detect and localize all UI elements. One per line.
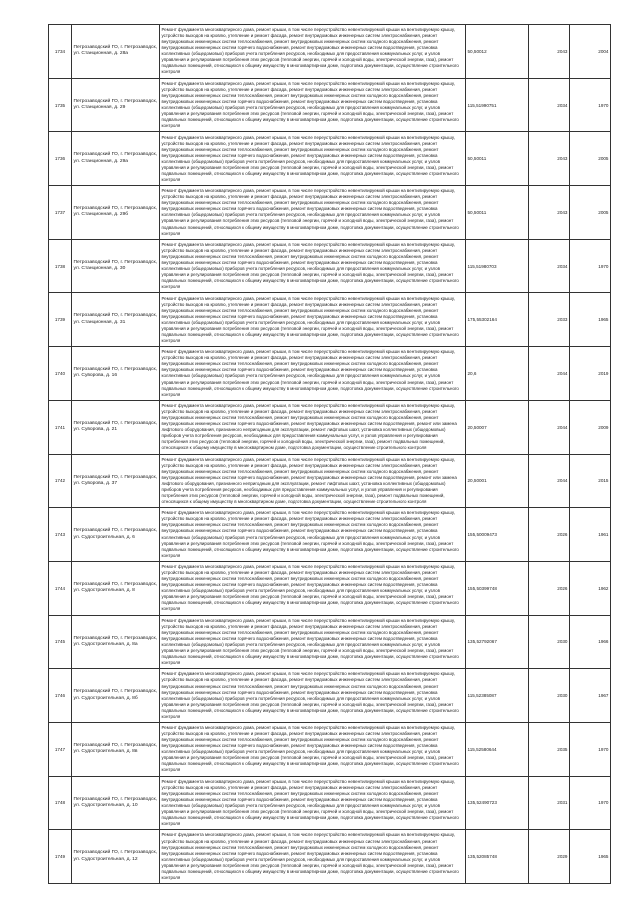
table-row	[49, 776, 611, 830]
repair-year: 2030	[529, 615, 570, 669]
repair-works-list: Ремонт фундамента многоквартирного дома, ремонт крыши, в том числе переустройство невентилируемой крыши на вентилируемую крышу, устройство выходов на кровлю, утепление и ремонт фасада, ремонт внутридомовых инженерных систем электроснабжения, ремонт внутридомовых инженерных систем теплоснабжения, ремонт внутридомовых инженерных систем холодного водоснабжения, ремонт внутридомовых инженерных систем горячего водоснабжения, ремонт внутридомовых инженерных систем водоотведения, установка коллективных (общедомовых) приборов учета потребления ресурсов, необходимых для предоставления коммунальных услуг, и узлов управления и регулирования потребления этих ресурсов (тепловой энергии, горячей и холодной воды, электрической энергии, газа), ремонт подвальных помещений, относящихся к общему имуществу в многоквартирном доме, подготовка документации, осуществление строительного контроля	[160, 186, 466, 240]
area-value: 155,50399748	[466, 561, 529, 615]
building-address: Петрозаводский ГО, г. Петрозаводск, ул. Станционная, д. 31	[72, 293, 160, 347]
row-number: 1735	[49, 78, 72, 132]
building-address: Петрозаводский ГО, г. Петрозаводск, ул. Судостроительная, д. 8а	[72, 615, 160, 669]
build-year: 1970	[570, 776, 611, 830]
building-address: Петрозаводский ГО, г. Петрозаводск, ул. Станционная, д. 29б	[72, 186, 160, 240]
repair-works-list: Ремонт фундамента многоквартирного дома, ремонт крыши, в том числе переустройство невентилируемой крыши на вентилируемую крышу, устройство выходов на кровлю, утепление и ремонт фасада, ремонт внутридомовых инженерных систем электроснабжения, ремонт внутридомовых инженерных систем теплоснабжения, ремонт внутридомовых инженерных систем холодного водоснабжения, ремонт внутридомовых инженерных систем горячего водоснабжения, ремонт внутридомовых инженерных систем водоотведения, установка коллективных (общедомовых) приборов учета потребления ресурсов, необходимых для предоставления коммунальных услуг, и узлов управления и регулирования потребления этих ресурсов (тепловой энергии, горячей и холодной воды, электрической энергии, газа), ремонт подвальных помещений, относящихся к общему имуществу в многоквартирном доме, подготовка документации, осуществление строительного контроля	[160, 669, 466, 723]
row-number: 1739	[49, 293, 72, 347]
area-value: 20,50007	[466, 400, 529, 454]
capital-repair-table	[48, 24, 611, 884]
build-year: 2005	[570, 186, 611, 240]
repair-works-list: Ремонт фундамента многоквартирного дома, ремонт крыши, в том числе переустройство невентилируемой крыши на вентилируемую крышу, устройство выходов на кровлю, утепление и ремонт фасада, ремонт внутридомовых инженерных систем электроснабжения, ремонт внутридомовых инженерных систем теплоснабжения, ремонт внутридомовых инженерных систем холодного водоснабжения, ремонт внутридомовых инженерных систем горячего водоснабжения, ремонт внутридомовых инженерных систем водоотведения, ремонт или замена лифтового оборудования, признанного непригодным для эксплуатации, ремонт лифтовых шахт, установка коллективных (общедомовых) приборов учета потребления ресурсов, необходимых для предоставления коммунальных услуг, и узлов управления и регулирования потребления этих ресурсов (тепловой энергии, горячей и холодной воды, электрической энергии, газа), ремонт подвальных помещений, относящихся к общему имуществу в многоквартирном доме, подготовка документации, осуществление строительного контроля	[160, 400, 466, 454]
row-number: 1747	[49, 722, 72, 776]
repair-year: 2033	[529, 293, 570, 347]
area-value: 135,52085748	[466, 830, 529, 884]
area-value: 115,51980703	[466, 239, 529, 293]
building-address: Петрозаводский ГО, г. Петрозаводск, ул. Судостроительная, д. 8в	[72, 722, 160, 776]
build-year: 2019	[570, 347, 611, 401]
table-row	[49, 669, 611, 723]
row-number: 1738	[49, 239, 72, 293]
building-address: Петрозаводский ГО, г. Петрозаводск, ул. Суворова, д. 21	[72, 400, 160, 454]
area-value: 135,52490723	[466, 776, 529, 830]
building-address: Петрозаводский ГО, г. Петрозаводск, ул. Судостроительная, д. 8б	[72, 669, 160, 723]
build-year: 1966	[570, 615, 611, 669]
table-row	[49, 722, 611, 776]
repair-year: 2029	[529, 830, 570, 884]
repair-year: 2044	[529, 454, 570, 508]
row-number: 1741	[49, 400, 72, 454]
table-row	[49, 78, 611, 132]
repair-year: 2030	[529, 669, 570, 723]
row-number: 1746	[49, 669, 72, 723]
repair-works-list: Ремонт фундамента многоквартирного дома, ремонт крыши, в том числе переустройство невентилируемой крыши на вентилируемую крышу, устройство выходов на кровлю, утепление и ремонт фасада, ремонт внутридомовых инженерных систем электроснабжения, ремонт внутридомовых инженерных систем теплоснабжения, ремонт внутридомовых инженерных систем холодного водоснабжения, ремонт внутридомовых инженерных систем горячего водоснабжения, ремонт внутридомовых инженерных систем водоотведения, установка коллективных (общедомовых) приборов учета потребления ресурсов, необходимых для предоставления коммунальных услуг, и узлов управления и регулирования потребления этих ресурсов (тепловой энергии, горячей и холодной воды, электрической энергии, газа), ремонт подвальных помещений, относящихся к общему имуществу в многоквартирном доме, подготовка документации, осуществление строительного контроля	[160, 347, 466, 401]
building-address: Петрозаводский ГО, г. Петрозаводск, ул. Судостроительная, д. 12	[72, 830, 160, 884]
table-row	[49, 293, 611, 347]
table-row	[49, 25, 611, 79]
repair-works-list: Ремонт фундамента многоквартирного дома, ремонт крыши, в том числе переустройство невентилируемой крыши на вентилируемую крышу, устройство выходов на кровлю, утепление и ремонт фасада, ремонт внутридомовых инженерных систем электроснабжения, ремонт внутридомовых инженерных систем теплоснабжения, ремонт внутридомовых инженерных систем холодного водоснабжения, ремонт внутридомовых инженерных систем горячего водоснабжения, ремонт внутридомовых инженерных систем водоотведения, установка коллективных (общедомовых) приборов учета потребления ресурсов, необходимых для предоставления коммунальных услуг, и узлов управления и регулирования потребления этих ресурсов (тепловой энергии, горячей и холодной воды, электрической энергии, газа), ремонт подвальных помещений, относящихся к общему имуществу в многоквартирном доме, подготовка документации, осуществление строительного контроля	[160, 78, 466, 132]
repair-year: 2043	[529, 25, 570, 79]
area-value: 20,50001	[466, 454, 529, 508]
repair-works-list: Ремонт фундамента многоквартирного дома, ремонт крыши, в том числе переустройство невентилируемой крыши на вентилируемую крышу, устройство выходов на кровлю, утепление и ремонт фасада, ремонт внутридомовых инженерных систем электроснабжения, ремонт внутридомовых инженерных систем теплоснабжения, ремонт внутридомовых инженерных систем холодного водоснабжения, ремонт внутридомовых инженерных систем горячего водоснабжения, ремонт внутридомовых инженерных систем водоотведения, установка коллективных (общедомовых) приборов учета потребления ресурсов, необходимых для предоставления коммунальных услуг, и узлов управления и регулирования потребления этих ресурсов (тепловой энергии, горячей и холодной воды, электрической энергии, газа), ремонт подвальных помещений, относящихся к общему имуществу в многоквартирном доме, подготовка документации, осуществление строительного контроля	[160, 239, 466, 293]
row-number: 1737	[49, 186, 72, 240]
building-address: Петрозаводский ГО, г. Петрозаводск, ул. Суворова, д. 37	[72, 454, 160, 508]
repair-year: 2034	[529, 78, 570, 132]
row-number: 1736	[49, 132, 72, 186]
table-row	[49, 454, 611, 508]
area-value: 115,52580644	[466, 722, 529, 776]
repair-year: 2026	[529, 561, 570, 615]
row-number: 1745	[49, 615, 72, 669]
building-address: Петрозаводский ГО, г. Петрозаводск, ул. Станционная, д. 29	[72, 78, 160, 132]
build-year: 2004	[570, 25, 611, 79]
repair-year: 2034	[529, 239, 570, 293]
table-row	[49, 615, 611, 669]
repair-year: 2044	[529, 347, 570, 401]
table-row	[49, 508, 611, 562]
table-row	[49, 186, 611, 240]
table-body	[49, 25, 611, 884]
repair-works-list: Ремонт фундамента многоквартирного дома, ремонт крыши, в том числе переустройство невентилируемой крыши на вентилируемую крышу, устройство выходов на кровлю, утепление и ремонт фасада, ремонт внутридомовых инженерных систем электроснабжения, ремонт внутридомовых инженерных систем теплоснабжения, ремонт внутридомовых инженерных систем холодного водоснабжения, ремонт внутридомовых инженерных систем горячего водоснабжения, ремонт внутридомовых инженерных систем водоотведения, установка коллективных (общедомовых) приборов учета потребления ресурсов, необходимых для предоставления коммунальных услуг, и узлов управления и регулирования потребления этих ресурсов (тепловой энергии, горячей и холодной воды, электрической энергии, газа), ремонт подвальных помещений, относящихся к общему имуществу в многоквартирном доме, подготовка документации, осуществление строительного контроля	[160, 293, 466, 347]
area-value: 20,6	[466, 347, 529, 401]
row-number: 1748	[49, 776, 72, 830]
build-year: 1967	[570, 669, 611, 723]
repair-works-list: Ремонт фундамента многоквартирного дома, ремонт крыши, в том числе переустройство невентилируемой крыши на вентилируемую крышу, устройство выходов на кровлю, утепление и ремонт фасада, ремонт внутридомовых инженерных систем электроснабжения, ремонт внутридомовых инженерных систем теплоснабжения, ремонт внутридомовых инженерных систем холодного водоснабжения, ремонт внутридомовых инженерных систем горячего водоснабжения, ремонт внутридомовых инженерных систем водоотведения, ремонт или замена лифтового оборудования, признанного непригодным для эксплуатации, ремонт лифтовых шахт, установка коллективных (общедомовых) приборов учета потребления ресурсов, необходимых для предоставления коммунальных услуг, и узлов управления и регулирования потребления этих ресурсов (тепловой энергии, горячей и холодной воды, электрической энергии, газа), ремонт подвальных помещений, относящихся к общему имуществу в многоквартирном доме, подготовка документации, осуществление строительного контроля	[160, 454, 466, 508]
repair-works-list: Ремонт фундамента многоквартирного дома, ремонт крыши, в том числе переустройство невентилируемой крыши на вентилируемую крышу, устройство выходов на кровлю, утепление и ремонт фасада, ремонт внутридомовых инженерных систем электроснабжения, ремонт внутридомовых инженерных систем теплоснабжения, ремонт внутридомовых инженерных систем холодного водоснабжения, ремонт внутридомовых инженерных систем горячего водоснабжения, ремонт внутридомовых инженерных систем водоотведения, установка коллективных (общедомовых) приборов учета потребления ресурсов, необходимых для предоставления коммунальных услуг, и узлов управления и регулирования потребления этих ресурсов (тепловой энергии, горячей и холодной воды, электрической энергии, газа), ремонт подвальных помещений, относящихся к общему имуществу в многоквартирном доме, подготовка документации, осуществление строительного контроля	[160, 508, 466, 562]
table-row	[49, 132, 611, 186]
building-address: Петрозаводский ГО, г. Петрозаводск, ул. Станционная, д. 28а	[72, 25, 160, 79]
repair-year: 2044	[529, 400, 570, 454]
repair-works-list: Ремонт фундамента многоквартирного дома, ремонт крыши, в том числе переустройство невентилируемой крыши на вентилируемую крышу, устройство выходов на кровлю, утепление и ремонт фасада, ремонт внутридомовых инженерных систем электроснабжения, ремонт внутридомовых инженерных систем теплоснабжения, ремонт внутридомовых инженерных систем холодного водоснабжения, ремонт внутридомовых инженерных систем горячего водоснабжения, ремонт внутридомовых инженерных систем водоотведения, установка коллективных (общедомовых) приборов учета потребления ресурсов, необходимых для предоставления коммунальных услуг, и узлов управления и регулирования потребления этих ресурсов (тепловой энергии, горячей и холодной воды, электрической энергии, газа), ремонт подвальных помещений, относящихся к общему имуществу в многоквартирном доме, подготовка документации, осуществление строительного контроля	[160, 615, 466, 669]
building-address: Петрозаводский ГО, г. Петрозаводск, ул. Судостроительная, д. 8	[72, 561, 160, 615]
build-year: 2009	[570, 400, 611, 454]
area-value: 50,50012	[466, 25, 529, 79]
table-row	[49, 347, 611, 401]
row-number: 1742	[49, 454, 72, 508]
repair-year: 2035	[529, 722, 570, 776]
build-year: 1970	[570, 78, 611, 132]
repair-works-list: Ремонт фундамента многоквартирного дома, ремонт крыши, в том числе переустройство невентилируемой крыши на вентилируемую крышу, устройство выходов на кровлю, утепление и ремонт фасада, ремонт внутридомовых инженерных систем электроснабжения, ремонт внутридомовых инженерных систем теплоснабжения, ремонт внутридомовых инженерных систем холодного водоснабжения, ремонт внутридомовых инженерных систем горячего водоснабжения, ремонт внутридомовых инженерных систем водоотведения, установка коллективных (общедомовых) приборов учета потребления ресурсов, необходимых для предоставления коммунальных услуг, и узлов управления и регулирования потребления этих ресурсов (тепловой энергии, горячей и холодной воды, электрической энергии, газа), ремонт подвальных помещений, относящихся к общему имуществу в многоквартирном доме, подготовка документации, осуществление строительного контроля	[160, 830, 466, 884]
row-number: 1734	[49, 25, 72, 79]
area-value: 175,55302164	[466, 293, 529, 347]
table-row	[49, 561, 611, 615]
row-number: 1740	[49, 347, 72, 401]
repair-year: 2031	[529, 776, 570, 830]
building-address: Петрозаводский ГО, г. Петрозаводск, ул. Судостроительная, д. 10	[72, 776, 160, 830]
build-year: 1965	[570, 830, 611, 884]
repair-year: 2043	[529, 186, 570, 240]
row-number: 1744	[49, 561, 72, 615]
row-number: 1749	[49, 830, 72, 884]
building-address: Петрозаводский ГО, г. Петрозаводск, ул. Станционная, д. 30	[72, 239, 160, 293]
repair-works-list: Ремонт фундамента многоквартирного дома, ремонт крыши, в том числе переустройство невентилируемой крыши на вентилируемую крышу, устройство выходов на кровлю, утепление и ремонт фасада, ремонт внутридомовых инженерных систем электроснабжения, ремонт внутридомовых инженерных систем теплоснабжения, ремонт внутридомовых инженерных систем холодного водоснабжения, ремонт внутридомовых инженерных систем горячего водоснабжения, ремонт внутридомовых инженерных систем водоотведения, установка коллективных (общедомовых) приборов учета потребления ресурсов, необходимых для предоставления коммунальных услуг, и узлов управления и регулирования потребления этих ресурсов (тепловой энергии, горячей и холодной воды, электрической энергии, газа), ремонт подвальных помещений, относящихся к общему имуществу в многоквартирном доме, подготовка документации, осуществление строительного контроля	[160, 776, 466, 830]
area-value: 135,52792067	[466, 615, 529, 669]
building-address: Петрозаводский ГО, г. Петрозаводск, ул. Судостроительная, д. 6	[72, 508, 160, 562]
build-year: 1970	[570, 239, 611, 293]
area-value: 115,52385087	[466, 669, 529, 723]
repair-works-list: Ремонт фундамента многоквартирного дома, ремонт крыши, в том числе переустройство невентилируемой крыши на вентилируемую крышу, устройство выходов на кровлю, утепление и ремонт фасада, ремонт внутридомовых инженерных систем электроснабжения, ремонт внутридомовых инженерных систем теплоснабжения, ремонт внутридомовых инженерных систем холодного водоснабжения, ремонт внутридомовых инженерных систем горячего водоснабжения, ремонт внутридомовых инженерных систем водоотведения, установка коллективных (общедомовых) приборов учета потребления ресурсов, необходимых для предоставления коммунальных услуг, и узлов управления и регулирования потребления этих ресурсов (тепловой энергии, горячей и холодной воды, электрической энергии, газа), ремонт подвальных помещений, относящихся к общему имуществу в многоквартирном доме, подготовка документации, осуществление строительного контроля	[160, 722, 466, 776]
build-year: 2015	[570, 454, 611, 508]
build-year: 1962	[570, 561, 611, 615]
repair-year: 2026	[529, 508, 570, 562]
build-year: 1965	[570, 293, 611, 347]
area-value: 50,50011	[466, 186, 529, 240]
repair-works-list: Ремонт фундамента многоквартирного дома, ремонт крыши, в том числе переустройство невентилируемой крыши на вентилируемую крышу, устройство выходов на кровлю, утепление и ремонт фасада, ремонт внутридомовых инженерных систем электроснабжения, ремонт внутридомовых инженерных систем теплоснабжения, ремонт внутридомовых инженерных систем холодного водоснабжения, ремонт внутридомовых инженерных систем горячего водоснабжения, ремонт внутридомовых инженерных систем водоотведения, установка коллективных (общедомовых) приборов учета потребления ресурсов, необходимых для предоставления коммунальных услуг, и узлов управления и регулирования потребления этих ресурсов (тепловой энергии, горячей и холодной воды, электрической энергии, газа), ремонт подвальных помещений, относящихся к общему имуществу в многоквартирном доме, подготовка документации, осуществление строительного контроля	[160, 25, 466, 79]
table-row	[49, 239, 611, 293]
build-year: 1961	[570, 508, 611, 562]
area-value: 115,51990751	[466, 78, 529, 132]
building-address: Петрозаводский ГО, г. Петрозаводск, ул. Суворова, д. 16	[72, 347, 160, 401]
build-year: 1970	[570, 722, 611, 776]
table-row	[49, 830, 611, 884]
building-address: Петрозаводский ГО, г. Петрозаводск, ул. Станционная, д. 29а	[72, 132, 160, 186]
repair-works-list: Ремонт фундамента многоквартирного дома, ремонт крыши, в том числе переустройство невентилируемой крыши на вентилируемую крышу, устройство выходов на кровлю, утепление и ремонт фасада, ремонт внутридомовых инженерных систем электроснабжения, ремонт внутридомовых инженерных систем теплоснабжения, ремонт внутридомовых инженерных систем холодного водоснабжения, ремонт внутридомовых инженерных систем горячего водоснабжения, ремонт внутридомовых инженерных систем водоотведения, установка коллективных (общедомовых) приборов учета потребления ресурсов, необходимых для предоставления коммунальных услуг, и узлов управления и регулирования потребления этих ресурсов (тепловой энергии, горячей и холодной воды, электрической энергии, газа), ремонт подвальных помещений, относящихся к общему имуществу в многоквартирном доме, подготовка документации, осуществление строительного контроля	[160, 132, 466, 186]
repair-year: 2043	[529, 132, 570, 186]
repair-works-list: Ремонт фундамента многоквартирного дома, ремонт крыши, в том числе переустройство невентилируемой крыши на вентилируемую крышу, устройство выходов на кровлю, утепление и ремонт фасада, ремонт внутридомовых инженерных систем электроснабжения, ремонт внутридомовых инженерных систем теплоснабжения, ремонт внутридомовых инженерных систем холодного водоснабжения, ремонт внутридомовых инженерных систем горячего водоснабжения, ремонт внутридомовых инженерных систем водоотведения, установка коллективных (общедомовых) приборов учета потребления ресурсов, необходимых для предоставления коммунальных услуг, и узлов управления и регулирования потребления этих ресурсов (тепловой энергии, горячей и холодной воды, электрической энергии, газа), ремонт подвальных помещений, относящихся к общему имуществу в многоквартирном доме, подготовка документации, осуществление строительного контроля	[160, 561, 466, 615]
area-value: 50,50011	[466, 132, 529, 186]
area-value: 155,50009473	[466, 508, 529, 562]
build-year: 2005	[570, 132, 611, 186]
table-row	[49, 400, 611, 454]
row-number: 1743	[49, 508, 72, 562]
